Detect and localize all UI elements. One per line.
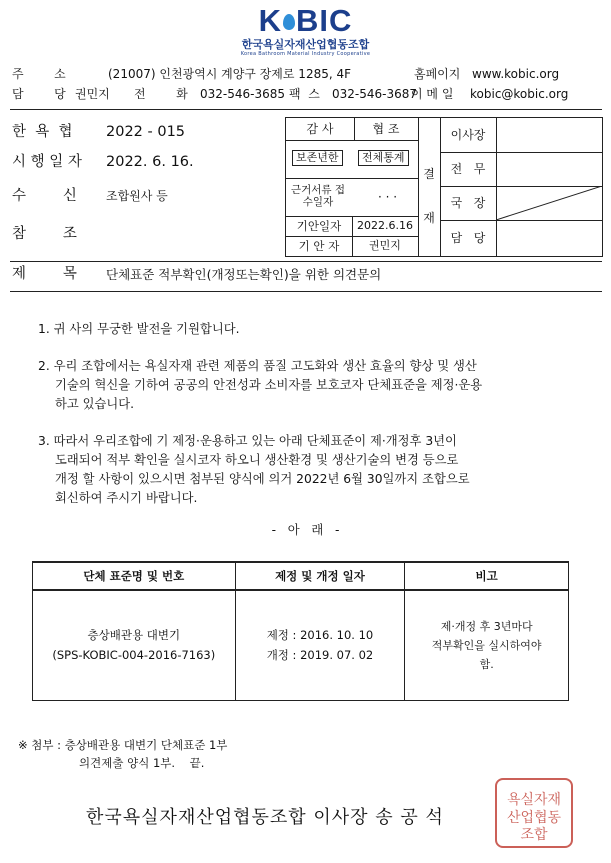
standards-table — [32, 561, 569, 701]
paragraph-2-line-1: 2. 우리 조합에서는 욕실자재 관련 제품의 품질 고도화와 생산 효율의 향상 및 생산 — [38, 359, 477, 373]
address-label: 주 소 — [12, 67, 66, 81]
header-divider — [10, 109, 602, 110]
note-line-2: 적부확인을 실시하여야 — [431, 638, 542, 652]
drafter-value: 권민지 — [369, 239, 401, 252]
subject-value: 단체표준 적부확인(개정또는확인)을 위한 의견문의 — [106, 267, 382, 282]
enacted-date: 제정 : 2016. 10. 10 — [266, 628, 374, 643]
note-line-1: 제·개정 후 3년마다 — [440, 619, 533, 633]
phone-value: 032-546-3685 — [200, 87, 286, 101]
sign-row-dept-head — [440, 186, 602, 221]
logo-mark: K BIC — [258, 3, 353, 38]
paragraph-2-line-3: 하고 있습니다. — [55, 397, 135, 411]
seal-glyph-icon — [497, 782, 571, 844]
column-header-note: 비고 — [405, 562, 569, 590]
manager-value: 권민지 — [75, 87, 110, 101]
approval-frame — [285, 117, 603, 257]
revised-date: 개정 : 2019. 07. 02 — [266, 648, 374, 663]
standards-table-header — [33, 562, 569, 590]
chairman-label: 이사장 — [450, 128, 486, 142]
logo-org-name-ko: 한국욕실자재산업협동조합 — [241, 38, 370, 51]
manager-label: 담 당 — [12, 87, 66, 101]
paragraph-3-line-3: 개정 할 사항이 있으시면 첨부된 양식에 의거 2022년 6월 30일까지 조합으로 — [55, 472, 470, 486]
column-header-standard-name: 단체 표준명 및 번호 — [33, 562, 236, 590]
sign-row-staff — [440, 220, 602, 256]
subject-divider — [10, 291, 602, 292]
attachment-line-1: ※ 첨부 : 층상배관용 대변기 단체표준 1부 — [18, 738, 228, 752]
standard-name-cell — [33, 590, 236, 700]
paragraph-1: 1. 귀 사의 무궁한 발전을 기원합니다. — [38, 322, 240, 336]
fax-value: 032-546-3687 — [332, 87, 418, 101]
attachment-line-2: 의견제출 양식 1부. 끝. — [79, 756, 205, 770]
org-logo — [0, 4, 611, 57]
below-heading: - 아 래 - — [271, 523, 340, 537]
recipient-label: 수 신 — [12, 188, 77, 204]
dept-head-label: 국 장 — [450, 196, 486, 210]
svg-text:욕실자재: 욕실자재 — [506, 792, 562, 808]
paragraph-3-line-1: 3. 따라서 우리조합에 기 제정·운용하고 있는 아래 단체표준이 제·개정후 3년이 — [38, 434, 457, 448]
issue-date-value: 2022. 6. 16. — [106, 154, 194, 170]
dates-cell — [235, 590, 405, 700]
svg-text:산업협동: 산업협동 — [506, 810, 562, 826]
paragraph-3-line-4: 회신하여 주시기 바랍니다. — [55, 491, 198, 505]
column-header-dates: 제정 및 개정 일자 — [235, 562, 405, 590]
table-row — [33, 590, 569, 700]
director-label: 전 무 — [450, 162, 486, 176]
official-seal — [495, 778, 573, 848]
email-label: 이 메 일 — [411, 87, 454, 101]
paragraph-3-line-2: 도래되어 적부 확인을 실시코자 하오니 생산환경 및 생산기술의 변경 등으로 — [55, 453, 459, 467]
water-drop-icon — [283, 14, 295, 30]
issue-date-label: 시 행 일 자 — [12, 154, 82, 170]
cooperation-cell: 협 조 — [354, 118, 419, 141]
logo-org-name-en: Korea Bathroom Material Industry Cooperative — [240, 51, 371, 57]
subject-label: 제 목 — [12, 266, 77, 282]
doc-number-value: 2022 - 015 — [106, 124, 186, 140]
paragraph-2-line-2: 기술의 혁신을 기하여 공공의 안전성과 소비자를 보호코자 단체표준을 제정·운용 — [55, 378, 483, 392]
sign-row-chairman — [440, 118, 602, 153]
email-value[interactable]: kobic@kobic.org — [470, 87, 569, 101]
meta-divider — [10, 261, 602, 262]
reference-label: 참 조 — [12, 226, 77, 242]
distribution-label: 전체통계 — [358, 150, 409, 166]
standard-number: (SPS-KOBIC-004-2016-7163) — [52, 648, 216, 663]
note-cell — [405, 590, 569, 700]
fax-label: 팩 스 — [289, 87, 320, 101]
draft-date-label: 기안일자 — [296, 219, 342, 233]
svg-text:조합: 조합 — [520, 827, 548, 843]
decision-column — [418, 118, 441, 256]
homepage-value[interactable]: www.kobic.org — [472, 67, 560, 81]
phone-label: 전 화 — [134, 87, 188, 101]
drafter-label: 기 안 자 — [298, 239, 340, 253]
audit-cell: 감 사 — [286, 118, 355, 141]
staff-label: 담 당 — [450, 231, 486, 245]
retention-label: 보존년한 — [292, 150, 343, 166]
basis-value: · · · — [378, 190, 398, 204]
decision-label: 결 재 — [423, 167, 435, 225]
drafter-row — [286, 236, 419, 256]
homepage-label: 홈페이지 — [414, 67, 461, 81]
sender-line: 한국욕실자재산업협동조합 이사장 송 공 석 — [86, 807, 444, 828]
draft-date-value: 2022.6.16 — [357, 219, 413, 232]
retention-row — [286, 140, 419, 179]
basis-label: 근거서류 접수일자 — [290, 184, 346, 208]
standard-name: 층상배관용 대변기 — [87, 628, 181, 643]
sign-row-director — [440, 152, 602, 187]
note-line-3: 함. — [479, 657, 494, 671]
recipient-value: 조합원사 등 — [106, 189, 168, 203]
doc-number-label: 한 욕 협 — [12, 124, 73, 140]
strike-diagonal — [496, 186, 602, 220]
draft-date-row — [286, 216, 419, 237]
address-value: (21007) 인천광역시 계양구 장제로 1285, 4F — [108, 67, 352, 81]
basis-row — [286, 178, 419, 217]
